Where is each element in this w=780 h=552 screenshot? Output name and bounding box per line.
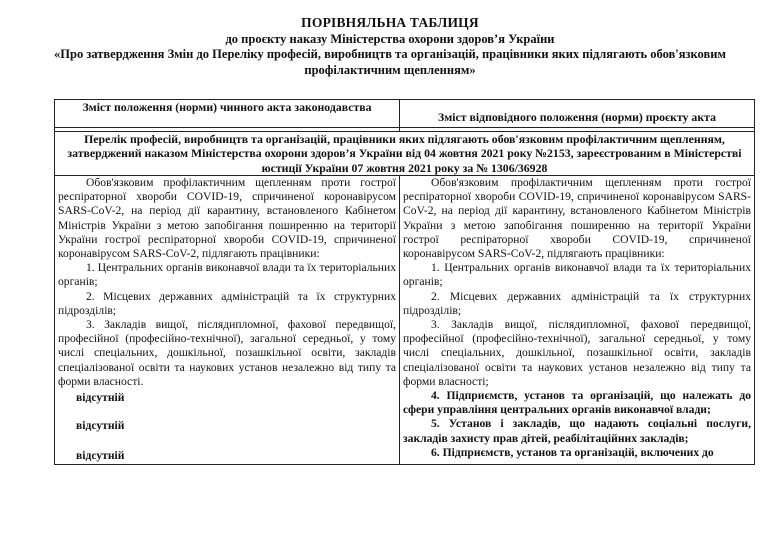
right-item-5: 5. Установ і закладів, що надають соціальні послуги, закладів захисту прав дітей, реабілітаційних закладів; [403,417,751,445]
comparison-row [55,175,755,464]
right-item-2: 2. Місцевих державних адміністрацій та їх структурних підрозділів; [403,289,751,317]
right-item-3: 3. Закладів вищої, післядипломної, фахової передвищої, професійної (професійно-технічної), загальної середньої, у тому числі спеціальних, дошкільної, позашкільної освіти, закладів спеціалізованої освіти та наукових установ незалежно від типу та форми власності; [403,317,751,388]
document-title: ПОРІВНЯЛЬНА ТАБЛИЦЯ [301,15,479,30]
section-heading: Перелік професій, виробництв та організацій, працівники яких підлягають обов'язковим профілактичним щепленням, затверджений наказом Міністерства охорони здоров’я України від 04 жовтня 2021 року №2153, зареєстрованим в Міністерстві юстиції України 07 жовтня 2021 року за № 1306/36928 [55,132,755,176]
document-subject: «Про затвердження Змін до Переліку професій, виробництв та організацій, працівники яких підлягають обов'язковим профілактичним щепленням» [54,47,726,77]
column-header-row [55,100,755,128]
left-item-1: 1. Центральних органів виконавчої влади та їх територіальних органів; [58,261,396,289]
right-item-1: 1. Центральних органів виконавчої влади та їх територіальних органів; [403,261,751,289]
section-heading-row [55,132,755,176]
right-intro: Обов'язковим профілактичним щепленням проти гострої респіраторної хвороби COVID-19, спричиненої коронавірусом SARS-CoV-2, на період дії карантину, встановленого Кабінетом Міністрів України з метою запобігання поширенню на території України гострої респіраторної хвороби COVID-19, спричиненої коронавірусом SARS-CoV-2, підлягають працівники: [403,175,751,260]
left-absent-3: відсутній [76,449,125,463]
current-norm-cell [55,175,400,464]
document-subtitle: до проєкту наказу Міністерства охорони здоров’я України [225,32,555,46]
left-intro: Обов'язковим профілактичним щепленням проти гострої респіраторної хвороби COVID-19, спричиненої коронавірусом SARS-CoV-2, на період дії карантину, встановленого Кабінетом Міністрів України з метою запобігання поширенню на території України гострої респіраторної хвороби COVID-19, спричиненої коронавірусом SARS-CoV-2, підлягають працівники: [58,175,396,260]
left-absent-2: відсутній [76,419,125,433]
right-item-6: 6. Підприємств, установ та організацій, включених до [431,445,714,459]
left-column-header: Зміст положення (норми) чинного акта законодавства [55,100,400,128]
right-item-4: 4. Підприємств, установ та організацій, що належать до сфери управління центральних органів виконавчої влади; [403,388,751,417]
right-column-header: Зміст відповідного положення (норми) проєкту акта [400,100,755,128]
draft-norm-cell [400,175,755,464]
document-header [0,14,780,78]
comparison-table [54,99,755,465]
left-item-3: 3. Закладів вищої, післядипломної, фахової передвищої, професійної (професійно-технічної), загальної середньої, у тому числі спеціальних, дошкільної, позашкільної освіти, закладів спеціалізованої освіти та наукових установ незалежно від типу та форми власності. [58,317,396,388]
left-absent-1: відсутній [76,390,125,404]
left-item-2: 2. Місцевих державних адміністрацій та їх структурних підрозділів; [58,289,396,317]
